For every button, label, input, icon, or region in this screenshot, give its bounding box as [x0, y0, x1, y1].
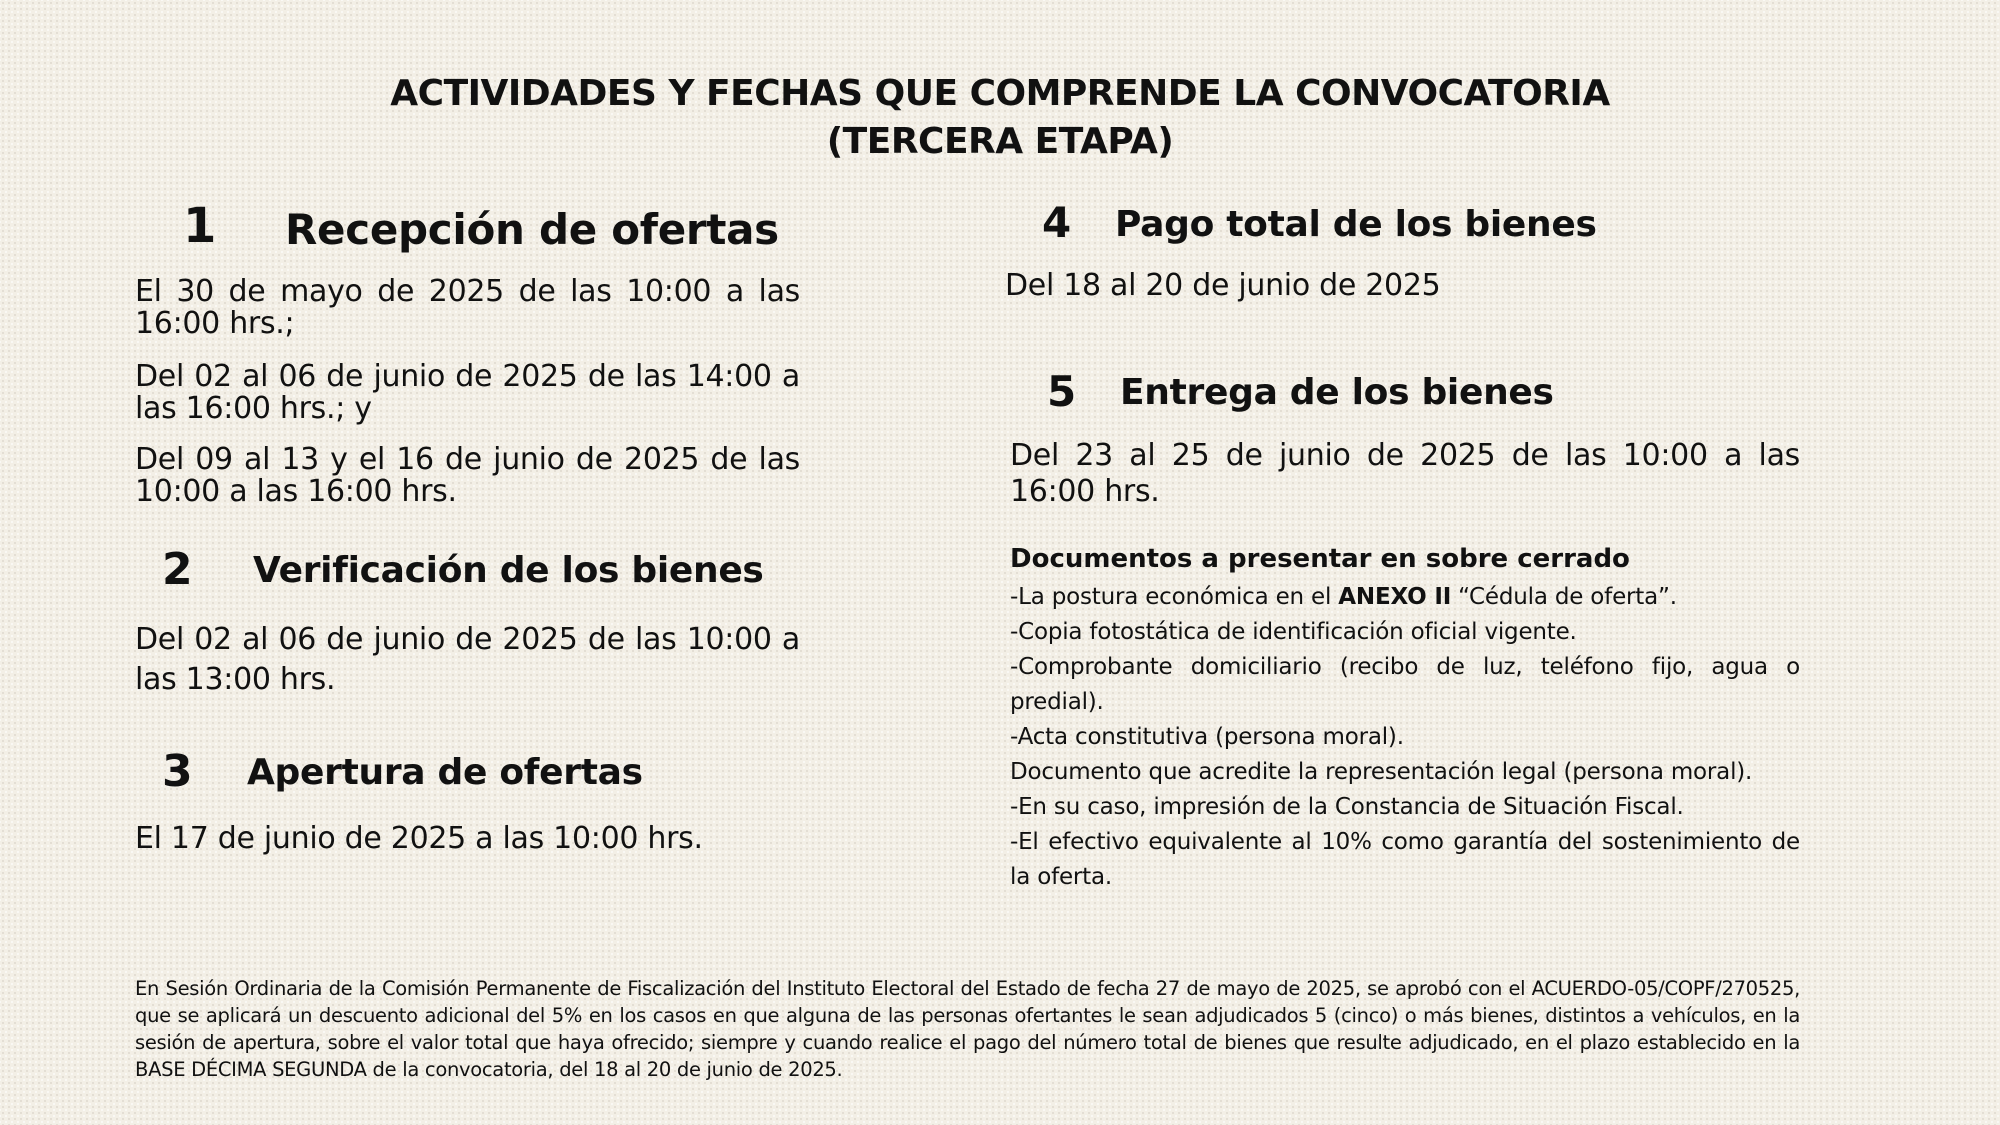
- section-3-text: El 17 de junio de 2025 a las 10:00 hrs.: [135, 821, 703, 856]
- section-3-heading: Apertura de ofertas: [247, 752, 643, 793]
- section-5-heading: Entrega de los bienes: [1120, 372, 1554, 413]
- document-item: -Acta constitutiva (persona moral).: [1010, 724, 1404, 750]
- section-4-number: 4: [1042, 198, 1072, 247]
- section-1-paragraph-1: El 30 de mayo de 2025 de las 10:00 a las 16:00 hrs.;: [135, 274, 800, 341]
- section-4-text: Del 18 al 20 de junio de 2025: [1005, 268, 1441, 303]
- page-title: [0, 70, 2000, 166]
- section-1-paragraph-3: Del 09 al 13 y el 16 de junio de 2025 de las 10:00 a las 16:00 hrs.: [135, 442, 800, 509]
- footnote: En Sesión Ordinaria de la Comisión Permanente de Fiscalización del Instituto Electoral del Estado de fecha 27 de mayo de 2025, se aprobó con el ACUERDO-05/COPF/270525, que se aplicará un descuento adicional del 5% en los casos en que alguna de las personas ofertantes le sean adjudicados 5 (cinco) o más bienes, distintos a vehículos, en la sesión de apertura, sobre el valor total que haya ofrecido; siempre y cuando realice el pago del número total de bienes que resulte adjudicado, en el plazo establecido en la BASE DÉCIMA SEGUNDA de la convocatoria, del 18 al 20 de junio de 2025.: [135, 977, 1800, 1081]
- documents-title: Documentos a presentar en sobre cerrado: [1010, 544, 1630, 574]
- section-2-heading: Verificación de los bienes: [253, 550, 764, 591]
- section-2-text: Del 02 al 06 de junio de 2025 de las 10:00 a las 13:00 hrs.: [135, 622, 800, 697]
- documents-list: [1010, 580, 1800, 895]
- section-3-number: 3: [162, 746, 193, 797]
- section-1-heading: Recepción de ofertas: [285, 205, 779, 254]
- document-item: -El efectivo equivalente al 10% como garantía del sostenimiento de la oferta.: [1010, 829, 1800, 890]
- title-line-2: (TERCERA ETAPA): [826, 121, 1174, 162]
- section-2-number: 2: [162, 544, 193, 595]
- section-5-text: Del 23 al 25 de junio de 2025 de las 10:00 a las 16:00 hrs.: [1010, 438, 1800, 509]
- document-item: Documento que acredite la representación legal (persona moral).: [1010, 759, 1753, 785]
- document-item: -Comprobante domiciliario (recibo de luz, teléfono fijo, agua o predial).: [1010, 654, 1800, 715]
- title-line-1: ACTIVIDADES Y FECHAS QUE COMPRENDE LA CONVOCATORIA: [390, 73, 1610, 114]
- section-1-paragraph-2: Del 02 al 06 de junio de 2025 de las 14:00 a las 16:00 hrs.; y: [135, 359, 800, 426]
- document-item: -En su caso, impresión de la Constancia de Situación Fiscal.: [1010, 794, 1684, 820]
- section-1-number: 1: [183, 198, 217, 254]
- document-item: -Copia fotostática de identificación oficial vigente.: [1010, 619, 1577, 645]
- anexo-label: ANEXO II: [1338, 584, 1452, 610]
- section-5-number: 5: [1047, 367, 1077, 416]
- section-4-heading: Pago total de los bienes: [1115, 204, 1597, 245]
- document-item: -La postura económica en el ANEXO II “Cédula de oferta”.: [1010, 584, 1677, 610]
